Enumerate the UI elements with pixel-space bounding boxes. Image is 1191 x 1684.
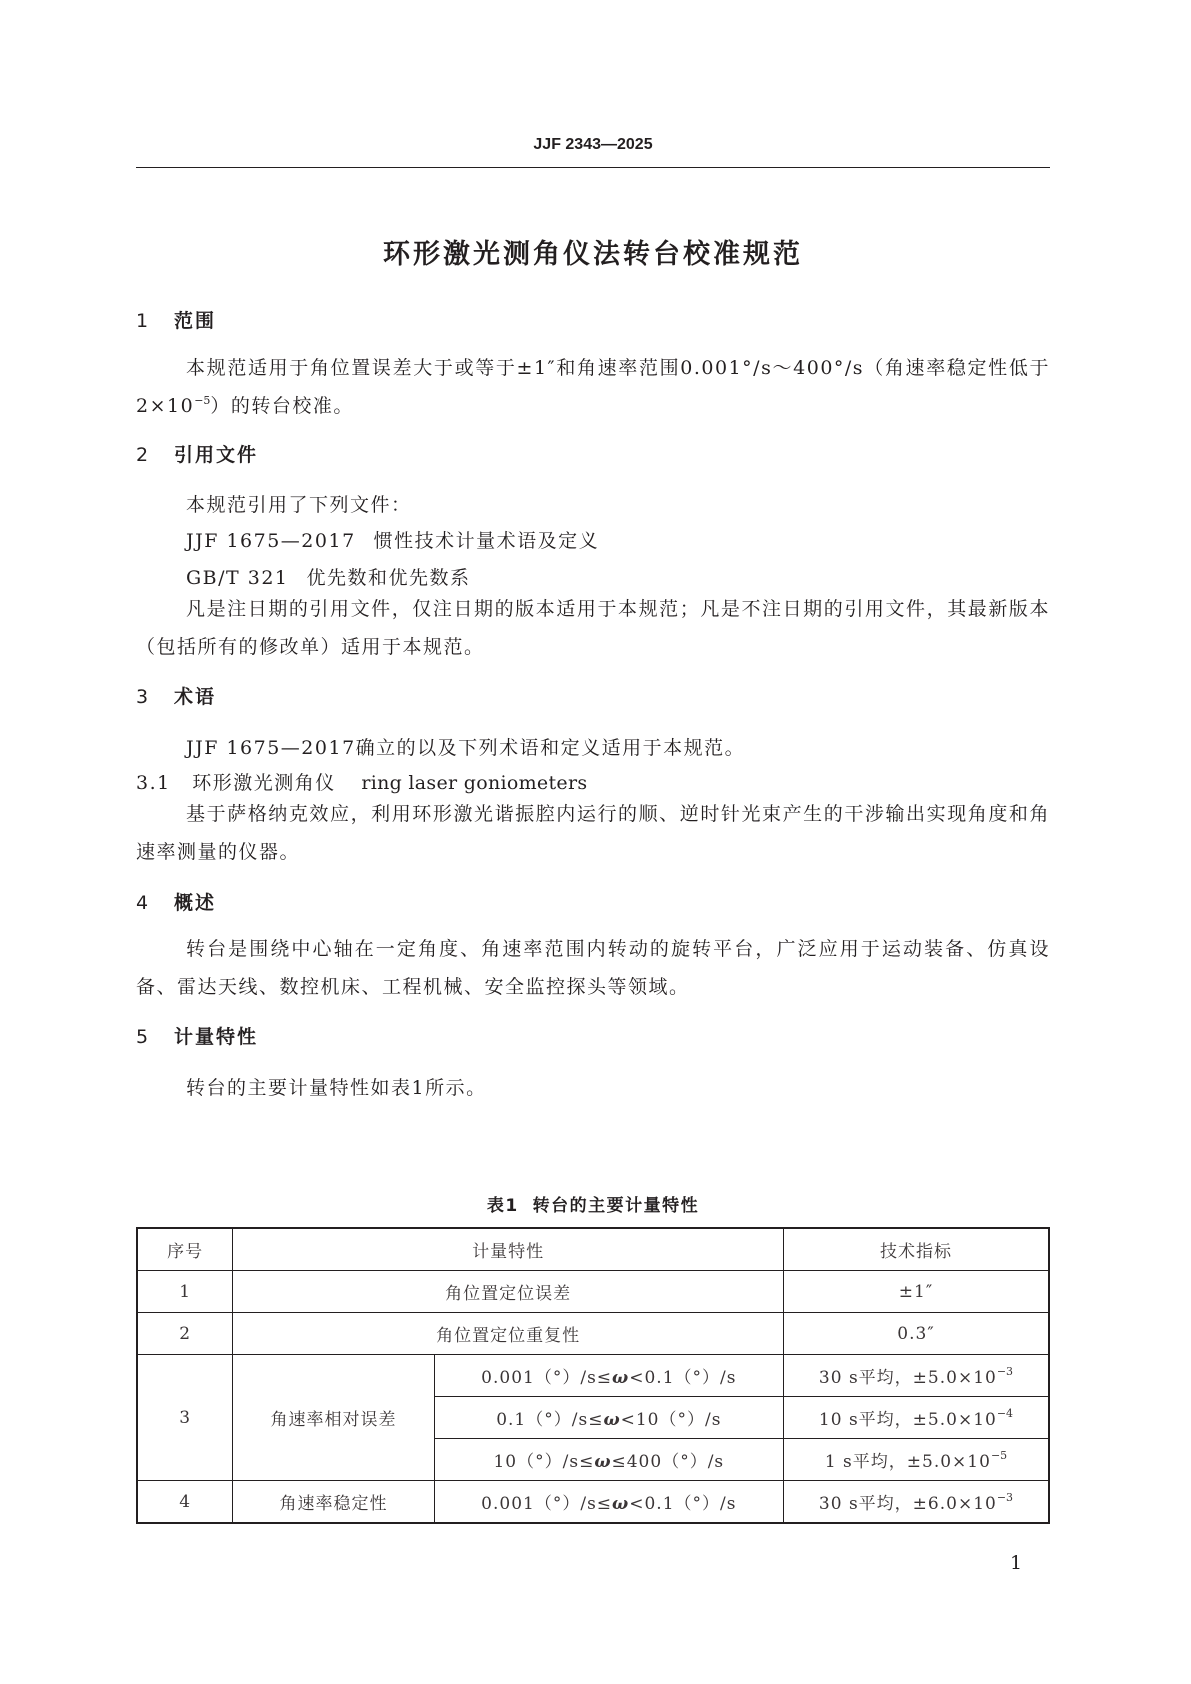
section-2-heading: [136, 440, 258, 467]
cell-spec: 30 s平均，$\pm 6.0\times 10^{-3}$: [784, 1481, 1050, 1524]
cell-range: 0.1（°）/s≤ω<10（°）/s: [434, 1397, 783, 1439]
reference-item: [186, 526, 599, 553]
section-number: 5: [136, 1026, 149, 1048]
header-rule: [136, 167, 1050, 168]
paragraph-text: ）的转台校准。: [210, 395, 354, 417]
section-title: 术语: [174, 686, 217, 708]
section-number: 4: [136, 892, 149, 914]
section-3-heading: [136, 682, 216, 709]
page-number: 1: [1010, 1552, 1023, 1574]
section-number: 1: [136, 310, 149, 332]
cell-number: 2: [137, 1313, 233, 1355]
table-row: [137, 1355, 1049, 1397]
table-title: 转台的主要计量特性: [532, 1196, 700, 1216]
table-row: [137, 1313, 1049, 1355]
section-5-heading: [136, 1022, 258, 1049]
header-cell-characteristic: 计量特性: [233, 1228, 784, 1271]
section-title: 计量特性: [174, 1026, 259, 1048]
cell-spec: 10 s平均，$\pm 5.0\times 10^{-4}$: [784, 1397, 1050, 1439]
references-note: 凡是注日期的引用文件，仅注日期的版本适用于本规范；凡是不注日期的引用文件，其最新版本（包括所有的修改单）适用于本规范。: [136, 598, 1050, 658]
section-title: 引用文件: [174, 444, 259, 466]
metrological-characteristics-table: [136, 1227, 1050, 1524]
section-title: 范围: [174, 310, 217, 332]
term-chinese: 环形激光测角仪: [192, 772, 336, 794]
header-cell-spec: 技术指标: [784, 1228, 1050, 1271]
section-5-paragraph: 转台的主要计量特性如表1所示。: [186, 1077, 487, 1099]
cell-number: 3: [137, 1355, 233, 1481]
table-label: 表1: [486, 1196, 519, 1216]
cell-characteristic: 角速率稳定性: [233, 1481, 434, 1524]
reference-item: [186, 563, 471, 590]
cell-range: 0.001（°）/s≤ω<0.1（°）/s: [434, 1355, 783, 1397]
reference-code: GB/T 321: [186, 567, 289, 589]
running-header: JJF 2343—2025: [533, 136, 653, 153]
reference-code: JJF 1675—2017: [186, 530, 356, 552]
cell-spec: 30 s平均，$\pm 5.0\times 10^{-3}$: [784, 1355, 1050, 1397]
cell-range: 10（°）/s≤ω≤400（°）/s: [434, 1439, 783, 1481]
term-definition: 基于萨格纳克效应，利用环形激光谐振腔内运行的顺、逆时针光束产生的干涉输出实现角度和角速率测量的仪器。: [136, 803, 1050, 863]
cell-range: 0.001（°）/s≤ω<0.1（°）/s: [434, 1481, 783, 1524]
terms-intro: JJF 1675—2017确立的以及下列术语和定义适用于本规范。: [186, 737, 746, 759]
section-4-paragraph: 转台是围绕中心轴在一定角度、角速率范围内转动的旋转平台，广泛应用于运动装备、仿真设备、雷达天线、数控机床、工程机械、安全监控探头等领域。: [136, 938, 1050, 998]
cell-spec: ±1″: [784, 1271, 1050, 1313]
section-number: 3: [136, 686, 149, 708]
table-header-row: [137, 1228, 1049, 1271]
section-1-heading: [136, 306, 216, 333]
section-1-paragraph: [136, 349, 1050, 425]
reference-title: 惯性技术计量术语及定义: [373, 530, 600, 552]
reference-title: 优先数和优先数系: [306, 567, 471, 589]
table-caption: [136, 1191, 1050, 1216]
cell-spec: 1 s平均，$\pm 5.0\times 10^{-5}$: [784, 1439, 1050, 1481]
cell-number: 1: [137, 1271, 233, 1313]
term-english: ring laser goniometers: [361, 772, 588, 794]
header-cell-number: 序号: [137, 1228, 233, 1271]
table-row: [137, 1271, 1049, 1313]
paragraph-text: 本规范适用于角位置误差大于或等于±1″和角速率范围0.001°/s～400°/s（角速率稳定性低于2×10: [136, 357, 1050, 417]
cell-number: 4: [137, 1481, 233, 1524]
cell-spec: 0.3″: [784, 1313, 1050, 1355]
term-entry: [136, 768, 587, 795]
document-title: 环形激光测角仪法转台校准规范: [383, 239, 803, 270]
exponent: −5: [194, 394, 211, 407]
section-4-heading: [136, 888, 216, 915]
section-title: 概述: [174, 892, 217, 914]
references-intro: 本规范引用了下列文件：: [186, 494, 412, 516]
table-row: [137, 1481, 1049, 1524]
cell-characteristic: 角速率相对误差: [233, 1355, 434, 1481]
section-number: 2: [136, 444, 149, 466]
cell-characteristic: 角位置定位重复性: [233, 1313, 784, 1355]
term-number: 3.1: [136, 772, 171, 794]
cell-characteristic: 角位置定位误差: [233, 1271, 784, 1313]
